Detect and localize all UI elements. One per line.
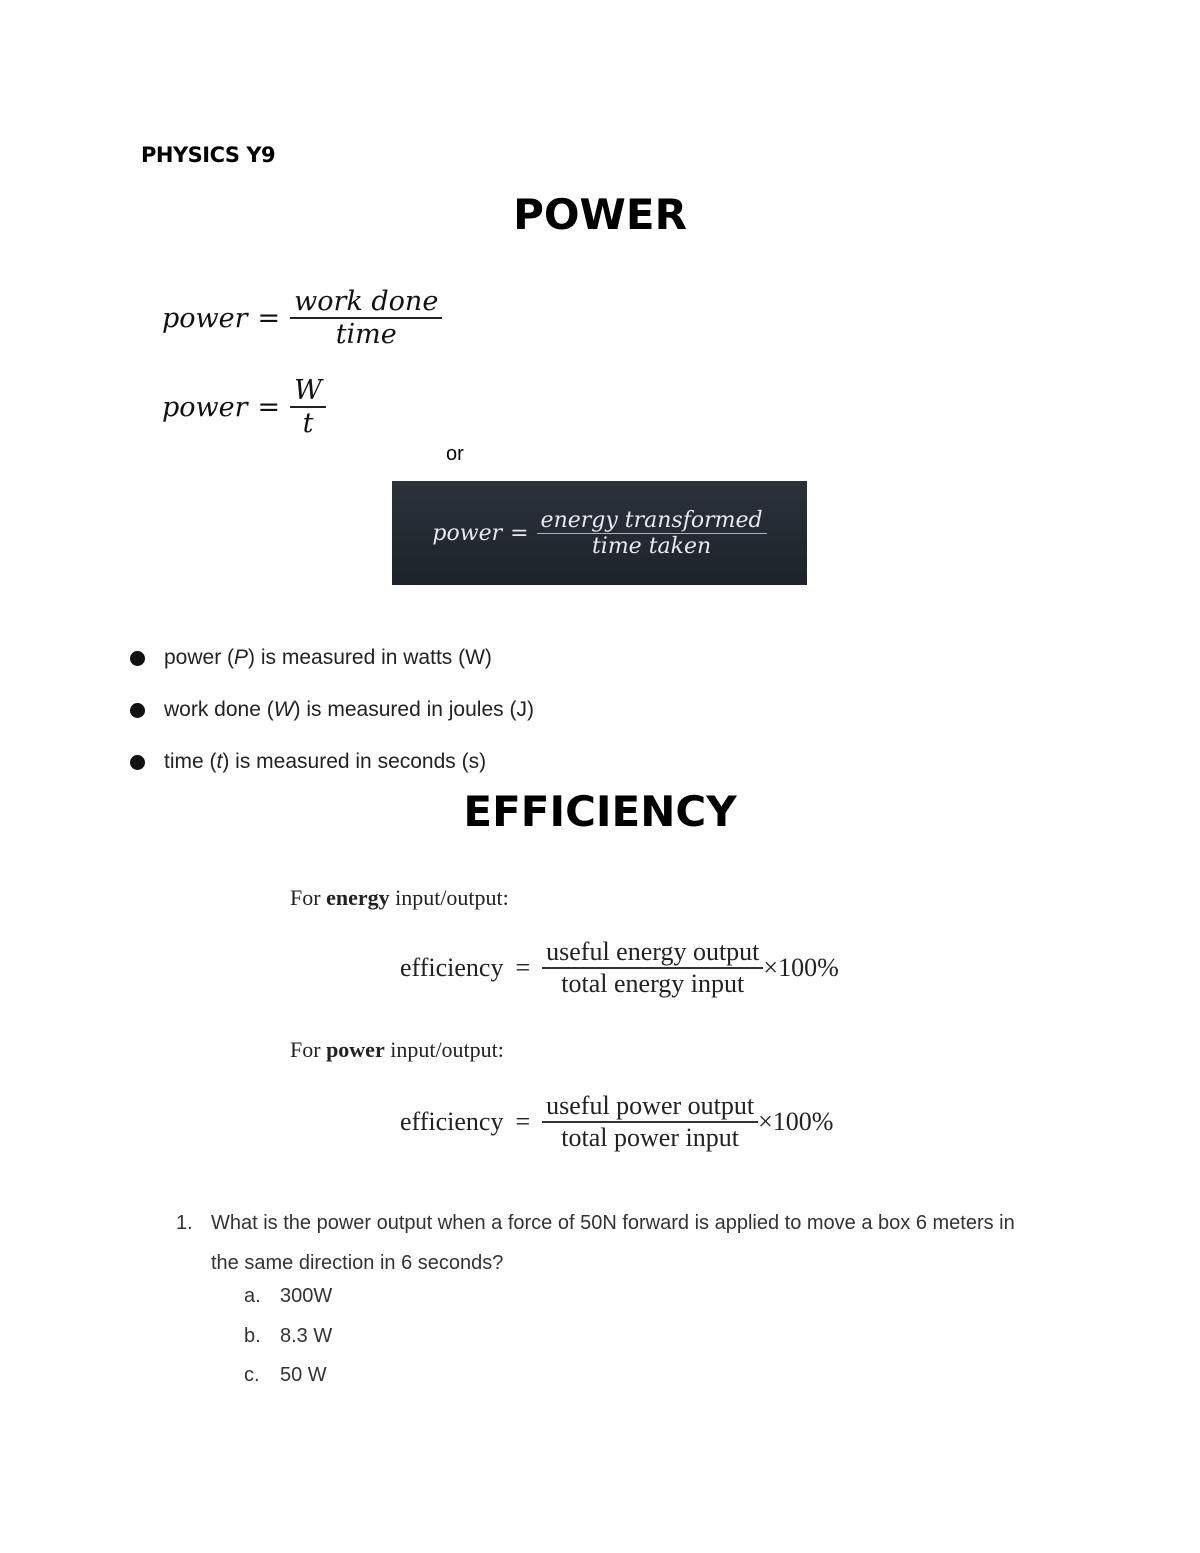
power-title: POWER xyxy=(513,190,687,239)
fraction-denominator: total power input xyxy=(561,1123,739,1152)
power-formula-energy-time xyxy=(432,508,766,559)
power-formula-work-time xyxy=(162,286,442,350)
answer-option xyxy=(244,1317,332,1357)
fraction-numerator: energy transformed xyxy=(540,507,763,533)
document-header: PHYSICS Y9 xyxy=(141,143,276,167)
formula-lhs: power xyxy=(162,302,248,334)
bullet-icon xyxy=(130,703,145,718)
answer-option xyxy=(244,1277,332,1317)
fraction xyxy=(542,1091,758,1153)
question-1 xyxy=(176,1203,1016,1283)
list-item xyxy=(130,632,534,684)
fraction xyxy=(542,937,763,999)
fraction-numerator: useful energy output xyxy=(546,937,760,966)
fraction xyxy=(537,508,767,559)
bullet-icon xyxy=(130,651,145,666)
question-number: 1. xyxy=(176,1212,193,1234)
efficiency-power-formula xyxy=(400,1091,833,1153)
equals-sign: = xyxy=(257,302,281,334)
fraction xyxy=(290,286,442,350)
fraction-denominator: total energy input xyxy=(561,969,745,998)
formula-lhs: power xyxy=(162,391,248,423)
formula-lhs: efficiency xyxy=(400,953,504,982)
multiplier: ×100% xyxy=(758,1107,834,1136)
list-item xyxy=(130,736,534,788)
power-label: For power input/output: xyxy=(290,1037,504,1062)
formula-lhs: power xyxy=(432,520,503,546)
fraction-numerator: work done xyxy=(294,286,439,317)
energy-transformed-formula-image xyxy=(392,481,807,585)
efficiency-title: EFFICIENCY xyxy=(463,787,737,836)
formula-lhs: efficiency xyxy=(400,1107,504,1136)
option-letter: a. xyxy=(244,1285,261,1307)
fraction-numerator: useful power output xyxy=(546,1091,755,1120)
option-letter: c. xyxy=(244,1364,260,1386)
fraction-numerator: W xyxy=(294,375,322,406)
fraction-denominator: time taken xyxy=(591,533,712,559)
power-formula-w-t xyxy=(162,375,326,439)
units-list xyxy=(130,632,534,788)
option-text: 300W xyxy=(280,1285,333,1307)
equals-sign: = xyxy=(510,520,529,546)
fraction-denominator: t xyxy=(302,408,314,439)
bullet-text: time (t) is measured in seconds (s) xyxy=(164,750,487,773)
answer-option xyxy=(244,1356,332,1396)
bullet-text: work done (W) is measured in joules (J) xyxy=(164,698,534,721)
or-text: or xyxy=(446,443,464,465)
fraction xyxy=(290,375,326,439)
answer-options xyxy=(244,1277,332,1396)
bullet-text: power (P) is measured in watts (W) xyxy=(164,646,492,669)
bullet-icon xyxy=(130,755,145,770)
multiplier: ×100% xyxy=(763,953,839,982)
fraction-denominator: time xyxy=(335,319,397,350)
list-item xyxy=(130,684,534,736)
energy-label: For energy input/output: xyxy=(290,885,509,910)
equals-sign: = xyxy=(515,953,531,982)
option-text: 8.3 W xyxy=(280,1324,333,1347)
option-letter: b. xyxy=(244,1324,261,1347)
efficiency-energy-formula xyxy=(400,937,839,999)
equals-sign: = xyxy=(515,1107,531,1136)
question-text: What is the power output when a force of 50N forward is applied to move a box 6 meters in the same direction in 6 seconds? xyxy=(211,1212,1015,1274)
option-text: 50 W xyxy=(280,1364,327,1386)
equals-sign: = xyxy=(257,391,281,423)
